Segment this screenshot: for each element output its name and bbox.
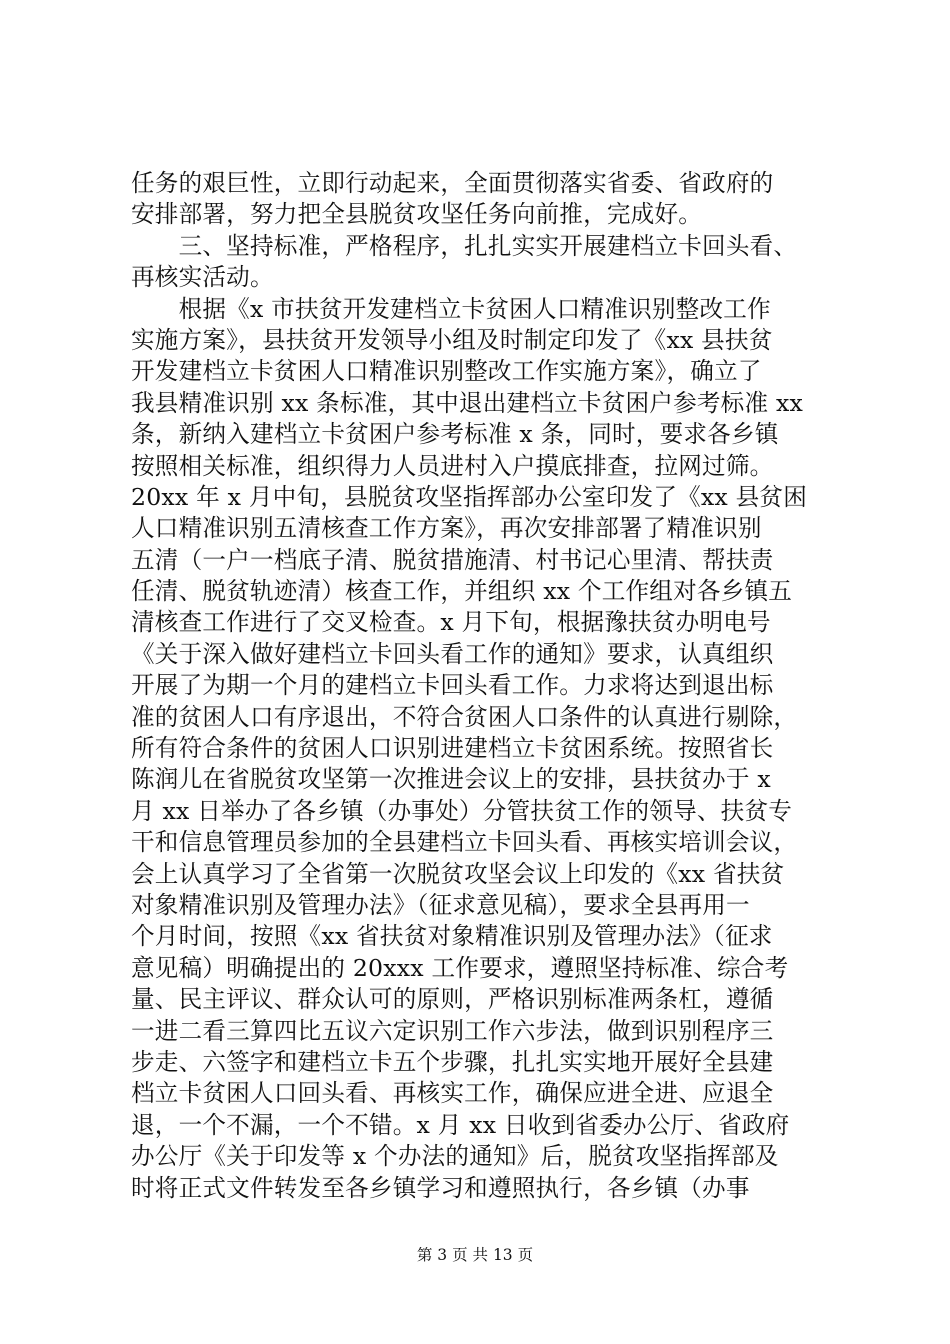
text-line: 月 xx 日举办了各乡镇（办事处）分管扶贫工作的领导、扶贫专 (131, 796, 793, 825)
text-line: 我县精准识别 xx 条标准，其中退出建档立卡贫困户参考标准 xx (131, 388, 803, 417)
text-line: 办公厅《关于印发等 x 个办法的通知》后，脱贫攻坚指挥部及 (131, 1142, 779, 1171)
text-line: 条，新纳入建档立卡贫困户参考标准 x 条，同时，要求各乡镇 (131, 420, 779, 449)
text-line: 根据《x 市扶贫开发建档立卡贫困人口精准识别整改工作 (131, 294, 771, 323)
text-line: 任务的艰巨性，立即行动起来，全面贯彻落实省委、省政府的 (131, 169, 774, 197)
text-line: 实施方案》，县扶贫开发领导小组及时制定印发了《xx 县扶贫 (131, 325, 773, 354)
text-line: 开展了为期一个月的建档立卡回头看工作。力求将达到退出标 (131, 671, 774, 700)
text-line: 量、民主评议、群众认可的原则，严格识别标准两条杠，遵循 (131, 985, 774, 1014)
text-line: 按照相关标准，组织得力人员进村入户摸底排查，拉网过筛。 (131, 451, 774, 480)
text-line: 准的贫困人口有序退出，不符合贫困人口条件的认真进行剔除， (131, 702, 798, 731)
page-footer: 第 3 页 共 13 页 (416, 1246, 534, 1264)
text-line: 安排部署，努力把全县脱贫攻坚任务向前推，完成好。 (131, 200, 703, 229)
text-line: 20xx 年 x 月中旬，县脱贫攻坚指挥部办公室印发了《xx 县贫困 (131, 482, 808, 511)
text-line: 再核实活动。 (131, 263, 274, 292)
text-line: 任清、脱贫轨迹清）核查工作，并组织 xx 个工作组对各乡镇五 (131, 577, 793, 606)
text-line: 对象精准识别及管理办法》（征求意见稿），要求全县再用一 (131, 890, 750, 919)
text-line: 清核查工作进行了交叉检查。x 月下旬，根据豫扶贫办明电号 (131, 608, 771, 637)
text-line: 五清（一户一档底子清、脱贫措施清、村书记心里清、帮扶责 (131, 545, 774, 574)
text-line: 人口精准识别五清核查工作方案》，再次安排部署了精准识别 (131, 514, 762, 543)
text-line: 会上认真学习了全省第一次脱贫攻坚会议上印发的《xx 省扶贫 (131, 859, 785, 888)
text-line: 退，一个不漏，一个不错。x 月 xx 日收到省委办公厅、省政府 (131, 1110, 790, 1139)
text-line: 所有符合条件的贫困人口识别进建档立卡贫困系统。按照省长 (131, 734, 774, 763)
text-line: 时将正式文件转发至各乡镇学习和遵照执行，各乡镇（办事 (131, 1173, 750, 1202)
text-line: 一进二看三算四比五议六定识别工作六步法，做到识别程序三 (131, 1016, 774, 1045)
text-line: 开发建档立卡贫困人口精准识别整改工作实施方案》，确立了 (131, 357, 762, 386)
document-body (131, 168, 831, 1204)
text-line: 陈润儿在省脱贫攻坚第一次推进会议上的安排，县扶贫办于 x (131, 765, 771, 794)
text-line: 三、坚持标准，严格程序，扎扎实实开展建档立卡回头看、 (131, 231, 798, 260)
text-line: 档立卡贫困人口回头看、再核实工作，确保应进全进、应退全 (131, 1079, 774, 1108)
text-line: 个月时间，按照《xx 省扶贫对象精准识别及管理办法》（征求 (131, 922, 773, 951)
text-line: 步走、六签字和建档立卡五个步骤，扎扎实实地开展好全县建 (131, 1047, 774, 1076)
text-line: 干和信息管理员参加的全县建档立卡回头看、再核实培训会议， (131, 828, 798, 857)
text-line: 意见稿）明确提出的 20xxx 工作要求，遵照坚持标准、综合考 (131, 953, 789, 982)
text-line: 《关于深入做好建档立卡回头看工作的通知》要求，认真组织 (131, 639, 774, 668)
